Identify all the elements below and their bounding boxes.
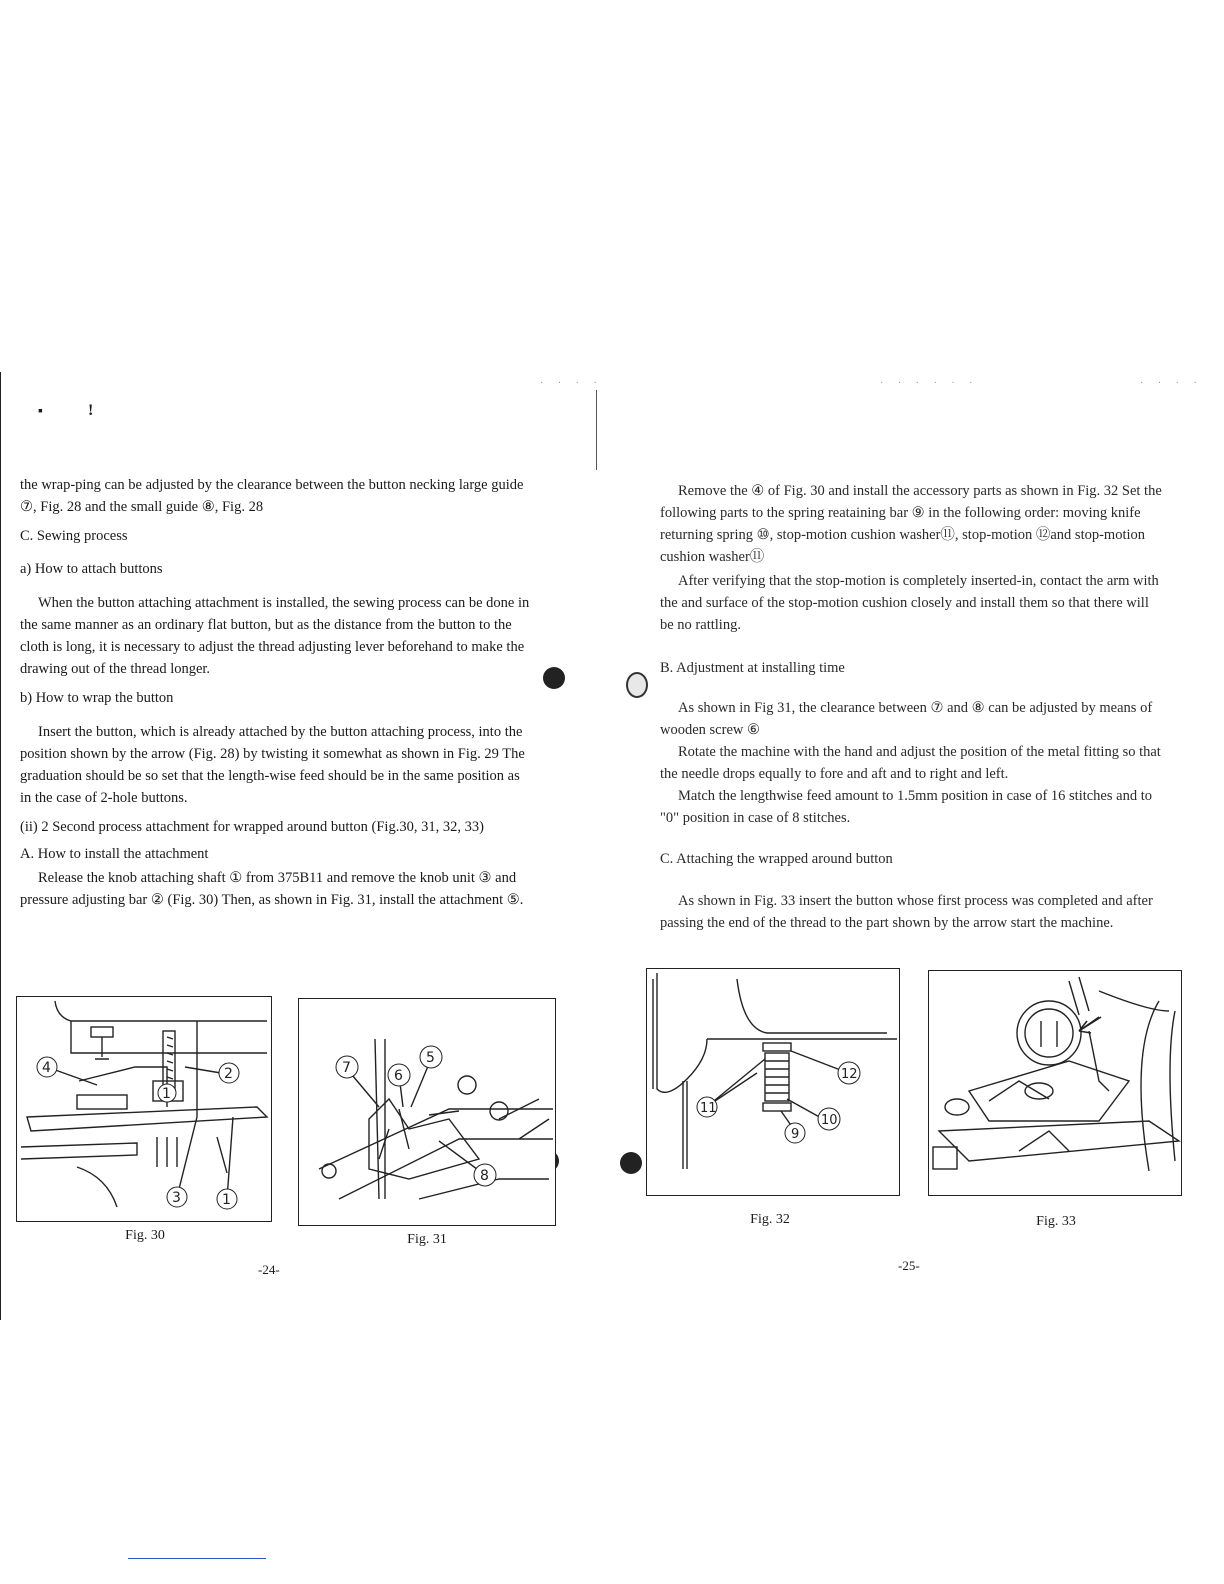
paragraph: As shown in Fig. 33 insert the button whose first process was completed and after passing the end of the thread to the part shown by the arrow start the machine. [660, 893, 1153, 931]
svg-text:3: 3 [172, 1190, 181, 1206]
subsection-heading: a) How to attach buttons [20, 561, 163, 577]
paragraph: When the button attaching attachment is installed, the sewing process can be done in the same manner as an ordinary flat button, but as the distance from the button to the cloth is long, it is necessary to adjust the thread adjusting lever beforehand to make the drawing out of the thread longer. [20, 595, 530, 677]
svg-text:8: 8 [480, 1168, 489, 1184]
svg-text:6: 6 [394, 1068, 403, 1084]
scan-noise: · · · · · · [880, 378, 979, 389]
svg-text:1: 1 [222, 1192, 231, 1208]
paragraph: Rotate the machine with the hand and adjust the position of the metal fitting so that the needle drops equally to fore and aft and to right and left. [660, 744, 1161, 782]
figure-32-drawing [647, 969, 899, 1195]
figure-33-caption: Fig. 33 [1036, 1214, 1076, 1229]
figure-31-drawing [299, 999, 555, 1225]
subsection-heading: (ii) 2 Second process attachment for wrapped around button (Fig.30, 31, 32, 33) [20, 819, 484, 835]
right-page-text [660, 480, 1166, 934]
footer-rule [128, 1558, 266, 1559]
binding-hole-mark [543, 667, 565, 689]
paragraph: As shown in Fig 31, the clearance between ⑦ and ⑧ can be adjusted by means of wooden screw ⑥ [660, 700, 1153, 738]
intro-paragraph: the wrap-ping can be adjusted by the clearance between the button necking large guide ⑦, Fig. 28 and the small guide ⑧, Fig. 28 [20, 477, 524, 515]
svg-text:10: 10 [821, 1113, 838, 1128]
subsection-heading: b) How to wrap the button [20, 690, 174, 706]
page-fold-line [596, 390, 597, 470]
figure-32 [646, 968, 900, 1196]
paragraph: Insert the button, which is already attached by the button attaching process, into the position shown by the arrow (Fig. 28) by twisting it somewhat as shown in Fig. 29 The graduation should be so set that the length-wise feed should be in the same position as in the case of 2-hole buttons. [20, 724, 525, 806]
figure-33 [928, 970, 1182, 1196]
paragraph: Release the knob attaching shaft ① from 375B11 and remove the knob unit ③ and pressure adjusting bar ② (Fig. 30) Then, as shown in Fig. 31, install the attachment ⑤. [20, 870, 524, 908]
figure-30-drawing [17, 997, 271, 1221]
binding-hole-mark [620, 1152, 642, 1174]
left-page-text [20, 474, 532, 911]
svg-text:9: 9 [791, 1127, 800, 1142]
figure-31-caption: Fig. 31 [407, 1232, 447, 1247]
svg-text:1: 1 [162, 1086, 171, 1102]
svg-text:7: 7 [342, 1060, 351, 1076]
figure-32-caption: Fig. 32 [750, 1212, 790, 1227]
binding-hole-mark [626, 672, 648, 698]
scan-mark: ! [88, 402, 94, 419]
svg-text:5: 5 [426, 1050, 435, 1066]
svg-text:11: 11 [700, 1101, 717, 1116]
paragraph: Match the lengthwise feed amount to 1.5mm position in case of 16 stitches and to "0" position in case of 8 stitches. [660, 788, 1152, 826]
figure-33-drawing [929, 971, 1181, 1195]
section-heading: C. Attaching the wrapped around button [660, 851, 893, 867]
svg-text:12: 12 [841, 1067, 858, 1082]
figure-30-caption: Fig. 30 [125, 1228, 165, 1243]
section-heading: B. Adjustment at installing time [660, 660, 845, 676]
scan-noise: · · · · [540, 378, 603, 389]
svg-text:2: 2 [224, 1066, 233, 1082]
paragraph: Remove the ④ of Fig. 30 and install the accessory parts as shown in Fig. 32 Set the following parts to the spring reataining bar ⑨ in the following order: moving knife returning spring ⑩, stop-motion cushion washer⑪, stop-motion ⑫and stop-motion cushion washer⑪ [660, 483, 1162, 565]
section-heading: C. Sewing process [20, 528, 128, 544]
page-number-left: -24- [258, 1262, 280, 1277]
scan-noise: · · · · [1140, 378, 1203, 389]
page-left-edge [0, 372, 1, 1320]
svg-text:4: 4 [42, 1060, 51, 1076]
paragraph: After verifying that the stop-motion is completely inserted-in, contact the arm with the and surface of the stop-motion cushion closely and install them so that there will be no rattling. [660, 573, 1159, 633]
scan-mark: ▪ [38, 404, 43, 419]
page-number-right: -25- [898, 1258, 920, 1273]
figure-30 [16, 996, 272, 1222]
subsection-heading: A. How to install the attachment [20, 846, 209, 862]
figure-31 [298, 998, 556, 1226]
